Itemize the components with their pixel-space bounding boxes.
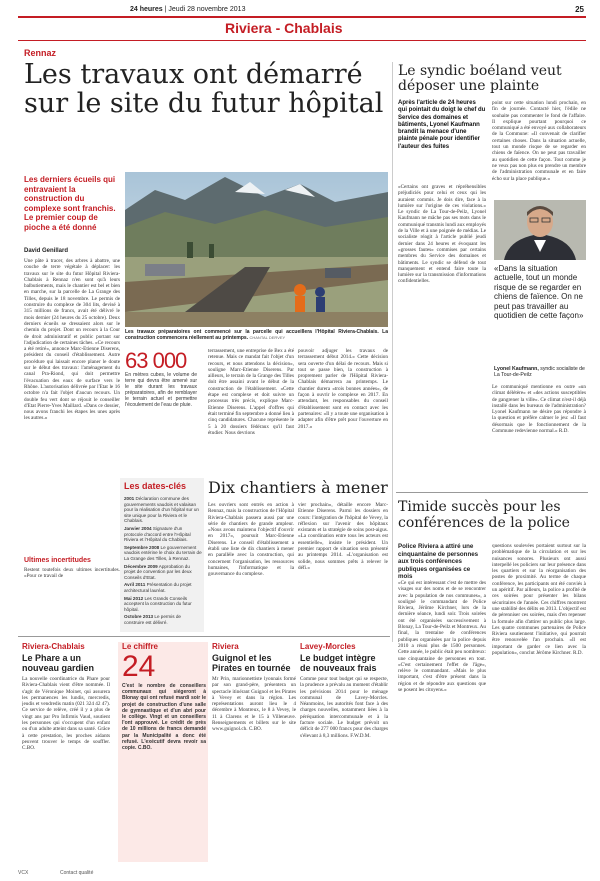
brief-chiffre-number: 24 (122, 650, 156, 683)
photo-caption (125, 329, 388, 343)
big-number-text: En mètres cubes, le volume de terre qui devra être amené sur le site durant les travaux préparatoires, afin de remblayer le terrain actuel et permettre l'écoulement de l'eau de pluie. (125, 372, 197, 408)
date-line: 24 heures | Jeudi 28 novembre 2013 (130, 6, 246, 13)
column-divider (392, 62, 393, 642)
date: Jeudi 28 novembre 2013 (168, 6, 246, 13)
main-col1: Une pâte à tracer, des arbres à abattre, une couche de terre végétale à déplacer: les travaux sur le site du futur Hôpital Riviera-Chablais à Rennaz n'en sont qu'à leurs balbutiements, mais le chantier est bel et bien en marche, sur la parcelle de La Grange des Tilles, depuis le 18 novembre. Le permis de construire du complexe de 304 lits, devisé à 315 millions de francs, avait été délivré le mois dernier (24 heures du 25 octobre). Deux derniers écueils se dressaient alors sur le chemin du projet. Dont un recours à la Cour de droit administratif et public portant sur l'adjudication de certaines tâches. «Ce recours a été retiré», annonce Marc-Etienne Diserens, président du conseil d'établissement. Autre procédure qui laissait encore planer le doute sur le début des travaux: l'aménagement du canal Pra-Riond, qui doit permettre l'évacuation des eaux de surface vers le Rhône. L'autorisation délivrée par l'Etat le 16 octobre n'a fait l'objet d'aucun recours. Un double feu vert dont se réjouit le conseiller d'Etat Pierre-Yves Maillard. «Dans ce dossier, nous avons franchi les étapes les unes après les autres.» (24, 258, 120, 422)
date-text: Le gouvernement vaudois entérine le choix du terrain de La Grange des Tilles, à Rennaz. (124, 544, 202, 561)
syndic-title: Le syndic boéland veut déposer une plainte (398, 63, 562, 94)
brief-phare (22, 642, 110, 846)
date-entry (124, 496, 202, 524)
date-text: Présentation du projet architectural lauréat. (124, 582, 192, 593)
brief-guignol-text: Mr Prin, marionnettiste lyonnais formé par son grand-père, présentera un spectacle itinérant Guignol et les Pirates à Vevey et dans la région. Les représentations auront lieu le 4 décembre à Montreux, le 8 à Vevey, le 11 à Clarens et le 15 à Villeneuve. Renseignements et billets sur le site www.guignol.ch. C.BO. (212, 676, 296, 733)
syndic-quote: «Dans la situation actuelle, tout un monde risque de se regarder en chiens de faïence. On ne peut pas travailler au quotidien de cette façon» (494, 264, 584, 321)
main-kicker: Rennaz (24, 48, 57, 58)
main-col1c: Restent toutefois deux ultimes incertitudes. «Pour ce travail de (24, 567, 120, 580)
date-text: Déclaration commune des gouvernements vaudois et valaisan pour la réalisation d'un hôpital sur un site unique pour la Riviera et le Chablais. (124, 496, 199, 524)
brief-phare-kicker: Riviera-Chablais (22, 642, 85, 651)
brief-lavey-title: Le budget intègre de nouveaux frais (300, 653, 377, 673)
dates-list (124, 496, 202, 627)
brief-lavey-kicker: Lavey-Morcles (300, 642, 356, 651)
brief-guignol-title: Guignol et les Pirates en tournée (212, 653, 291, 673)
date-text: Les Grands Conseils acceptent la construction du futur hôpital. (124, 595, 192, 612)
quote-attribution (494, 366, 586, 378)
main-author: David Genillard (24, 248, 69, 254)
date-entry (124, 582, 202, 593)
section-title: Riviera - Chablais (225, 20, 343, 36)
brief-lavey-text: Comme pour tout budget qui se respecte, la prudence a prévalu au moment d'établir les prévisions 2014 pour le ménage communal de Lavey-Morcles. Néanmoins, les autorités font face à des charges nouvelles, notamment liées à la péréquation intercommunale et à la facture sociale. Le budget prévoit un déficit de 277 000 francs pour des charges s'élevant à 8,3 millions. F.W.D.M. (300, 676, 388, 739)
dix-title: Dix chantiers à mener (208, 478, 388, 497)
quote-name: Lyonel Kaufmann, (494, 366, 539, 372)
brief-guignol-kicker: Riviera (212, 642, 239, 651)
date-year: Janvier 2004 (124, 525, 152, 531)
date-year: Septembre 2008 (124, 544, 160, 550)
brief-phare-text: La nouvelle coordinatrice du Phare pour Riviera-Chablais vient d'être nommée. Il s'agit de Véronique Moinet, qui assurera les permanences les lundis, mercredis, jeudis et vendredis matin (021 324 42 47). Ce service de relève, créé il y a plus de vingt ans par Pro Infirmis Vaud, soutient les personnes qui s'occupent d'un enfant ou d'un adulte atteint dans sa santé. Grâce à cette prestation, les proches aidants peuvent trouver le temps de souffler. C.BO. (22, 676, 110, 752)
date-entry (124, 596, 202, 613)
brand: 24 heures (130, 6, 163, 13)
main-col2: terrassement, une entreprise de Bex a été retenue. Mais ce mandat fait l'objet d'un recours, et nous attendons la décision», souligne Marc-Etienne Diserens. Par ailleurs, le terrain de la Grange des Tilles doit être assaini avant le début de la construction de l'établissement. «Cette étape est complexe et doit suivre un processus très précis, explique Marc-Etienne Diserens. L'appel d'offres qui était terminé fin septembre a donné lieu à cinq candidatures. Chacune représente le 5 à 20 dossiers fédéraux qu'il faut étudier. Nous devrions (208, 348, 294, 436)
dix-col2: vier prochain», détaille encore Marc-Etienne Diserens. Parmi les dossiers en cours: l'intégration de l'hôpital de Vevey, la réflexion sur l'avenir des hôpitaux existants et la stratégie de soins post-aigus. «La coordination entre tous les acteurs est essentielle», insiste le président. Un premier rapport de situation sera présenté au printemps 2014. «L'organisation est solide, nous sommes prêts à relever le défi.» (298, 502, 388, 571)
date-year: 2001 (124, 496, 135, 501)
section-rule (18, 40, 586, 41)
timide-col2: questions soulevées portaient surtout sur la problématique de la circulation et sur les nuisances sonores. Plusieurs ont aussi interpellé les policiers sur leur présence dans les quartiers et sur la réorganisation des postes de proximité. Au terme de chaque conférence, les participants ont été conviés à un apéritif. Par ailleurs, la police a profité de ces soirées pour présenter les bilans sécuritaires de l'année. Ces chiffres montrent une stabilité des délits en 2013. L'objectif est de pérenniser ces soirées, mais d'en repenser la formule afin d'attirer un public plus large. Les quatre communes partenaires de Police Riviera soutiennent l'initiative, qui pourrait être renouvelée l'an prochain. «Il est important de garder ce lien avec la population», conclut Jérôme Kirchner. R.D. (492, 543, 586, 657)
date-entry (124, 614, 202, 625)
timide-lead: Police Riviera a attiré une cinquantaine de personnes aux trois conférences publiques organisées ce mois (398, 543, 479, 581)
brief-chiffre (122, 642, 206, 833)
construction-photo (125, 172, 388, 327)
date-entry (124, 545, 202, 562)
footer-brand: Contact qualité (60, 870, 94, 876)
date-text: Signature d'un protocole d'accord entre l'Hôpital Riviera et l'Hôpital du Chablais. (124, 525, 191, 543)
big-number: 63 000 (125, 348, 187, 373)
syndic-col1: «Certains ont graves et répréhensibles préjudiciés pour celui et ceux qui les auraient commis. Je dois dire, face à la lumière sur l'origine de ces violations.» Le syndic de La Tour-de-Peilz, Lyonel Kaufmann ne mâche pas ses mots dans le communiqué transmis lundi aux employés de la Ville et à une poignée de médias. Le socialiste réagit à l'article publié jeudi dernier dans 24 heures et évoquant les «grosses fautes» commises par certains membres du Service des domaines et bâtiments. Le syndic se défend de tout manquement et entend faire toute la lumière sur la transmission d'informations confidentielles. (398, 184, 486, 285)
dix-col1: Les ouvriers sont entrés en action à Rennaz, mais la construction de l'Hôpital Riviera-Chablais passera aussi par une série de chantiers de grande ampleur. «Nous avons maintenu l'objectif d'ouvrir en 2017», poursuit Marc-Etienne Diserens. Le conseil d'établissement a établi une liste de dix chantiers à mener en parallèle avec la construction, qui concernent l'organisation, les ressources humaines, l'informatique et la gouvernance du complexe. (208, 502, 294, 578)
portrait-photo (494, 200, 586, 260)
date-year: Octobre 2013 (124, 614, 154, 620)
brief-lavey (300, 642, 388, 846)
construction-photo-svg (125, 172, 388, 327)
brief-phare-title: Le Phare a un nouveau gardien (22, 653, 95, 673)
date-entry (124, 564, 202, 581)
main-subtitle: Ultimes incertitudes (24, 557, 91, 564)
main-col3: pouvoir adjuger les travaux de terrassement début 2014.» Cette décision sera ouverte d'un délai de recours. Mais si tout se passe bien, la construction à proprement parler de l'Hôpital Riviera-Chablais démarrera au printemps. Le chantier durera «trois bonnes années», de façon à ouvrir le complexe en 2017. En attendant, les responsables du conseil d'établissement sont en contact avec les partenaires: «Il y a toute une organisation à adapter afin d'être prêt pour l'ouverture en 2017.» (298, 348, 388, 430)
brief-chiffre-text: C'est le nombre de conseillers communaux qui siégeront à Blonay qui ont refusé mardi soir le projet de construction d'une salle de gymnastique et d'un abri pour le collège. Vingt et un conseillers l'ont approuvé. Le crédit de près de 10 millions de francs demandé par la Municipalité a donc été refusé. L'exécutif devra revoir sa copie. C.BO. (122, 683, 206, 752)
date-entry (124, 526, 202, 543)
timide-rule (396, 492, 588, 493)
date-year: Décembre 2009 (124, 563, 158, 569)
syndic-col3: Le communiqué mentionne en outre «un climat délétère» et «des actions susceptibles de gangrener la ville». Ce climat n'est-il déjà installé dans les bureaux de l'administration? Lyonel Kaufmann ne désire pas répondre à la question et préfère calmer le jeu: «Il faut désormais que le fonctionnement de la Commune redevienne normal.» R.D. (492, 384, 586, 435)
brief-guignol (212, 642, 296, 846)
quote-role: syndic socialiste de La Tour-de-Peilz (494, 366, 585, 378)
date-text: Approbation du projet de convention par les deux Conseils d'Etat. (124, 563, 192, 580)
photo-caption-text: Les travaux préparatoires ont commencé sur la parcelle qui accueillera l'Hôpital Riviera-Chablais. La construction commencera réellement au printemps. (125, 329, 388, 341)
date-year: Avril 2011 (124, 582, 146, 588)
brief-chiffre-kicker: Le chiffre (122, 642, 159, 651)
main-lead: Les derniers écueils qui entravaient la construction du complexe sont franchis. Le premier coup de pioche a été donné (24, 175, 116, 232)
date-text: Le permis de construire est délivré. (124, 614, 181, 625)
portrait-photo-svg (494, 200, 586, 260)
syndic-lead: Après l'article de 24 heures qui pointait du doigt le chef du Service des domaines et bâtiments, Lyonel Kaufmann brandit la menace d'une plainte pénale pour identifier l'auteur des fuites (398, 100, 486, 150)
syndic-col2: point sur cette situation lundi prochain, en fin de journée. Contacté hier, l'édile ne souhaite pas commenter le fond de l'affaire. Il explique pourtant pourquoi ce communiqué a été envoyé aux collaborateurs de la Commune: «Il convenait de clarifier certaines choses. Dans la situation actuelle, tout un monde risque de se regarder en chiens de faïence. On ne peut pas travailler au quotidien de cette façon. Tout comme je ne veux pas non plus en prendre un membre de l'administration communale et en faire écho sur la place publique.» (492, 100, 586, 182)
main-headline: Les travaux ont démarré sur le site du futur hôpital (24, 59, 384, 119)
page-number: 25 (575, 5, 584, 14)
date-year: Mai 2012 (124, 595, 144, 601)
timide-title: Timide succès pour les conférences de la police (398, 499, 570, 531)
bottom-rule (18, 636, 390, 637)
dates-title: Les dates-clés (124, 481, 187, 491)
footer-left: VCX (18, 870, 29, 876)
timide-col1: «Ce qui est intéressant c'est de mettre des visages sur des noms et de se rencontrer avec la population de nos communes», a souligné le commandant de Police Riviera, Jérôme Kirchner, lors de la dernière séance, lundi soir. Trois soirées ont été organisées successivement à Blonay, La Tour-de-Peilz et Montreux. Au final, la trentaine de conférences publiques organisées par la police depuis 2010 a réuni plus de 1500 personnes. Cette année, le public était peu nombreux: une cinquantaine de personnes en tout. «C'est certainement l'effet de l'âge», relève le commandant. «Mais le plus important, c'est d'être présent dans la région et de répondre aux questions que se posent les citoyens.» (398, 580, 486, 694)
header-rule (18, 16, 586, 18)
photo-credit: CHANTAL DERVEY (249, 335, 286, 340)
